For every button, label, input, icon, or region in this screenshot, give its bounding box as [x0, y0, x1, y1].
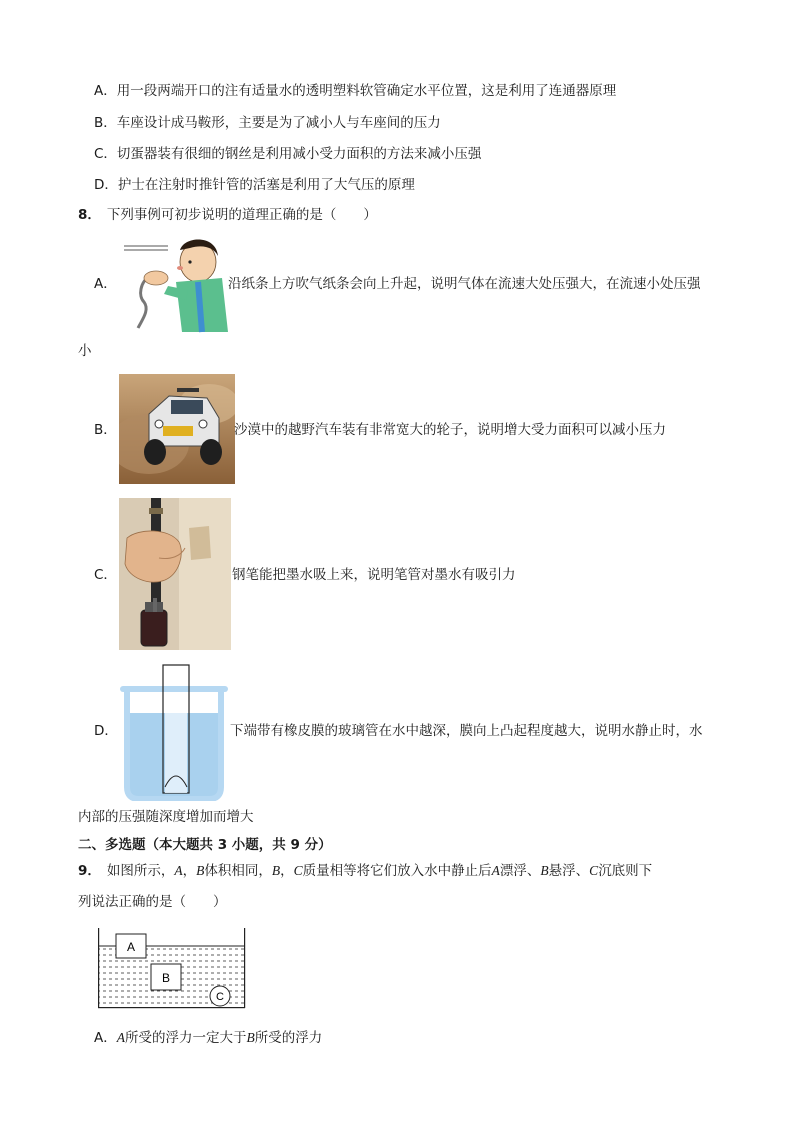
- q9-stem-line1: [78, 862, 652, 880]
- q7-option-a: A．用一段两端开口的注有适量水的透明塑料软管确定水平位置，这是利用了连通器原理: [94, 83, 617, 99]
- q8-a-label: A．: [94, 276, 117, 292]
- q9-var: B: [246, 1030, 255, 1045]
- q8-d-label: D．: [94, 723, 118, 739]
- boy-blowing-paper-image: [120, 236, 230, 334]
- q9-var: B: [540, 863, 549, 878]
- diagram-label-c: C: [216, 991, 224, 1003]
- q9-var: C: [293, 863, 303, 878]
- q9-option-a: [94, 1029, 322, 1047]
- q9-var: A: [116, 1030, 125, 1045]
- q8-d-text: 下端带有橡皮膜的玻璃管在水中越深，膜向上凸起程度越大，说明水静止时，水: [230, 723, 703, 739]
- q8-stem: [78, 206, 377, 224]
- fountain-pen-ink-image: [119, 498, 231, 650]
- q9-text: 如图所示，: [106, 863, 175, 879]
- q9-var: C: [589, 863, 599, 878]
- beaker-glass-tube-diagram: [119, 661, 229, 801]
- q8-b-label: B．: [94, 422, 117, 438]
- q8-b-text: 沙漠中的越野汽车装有非常宽大的轮子，说明增大受力面积可以减小压力: [234, 422, 666, 438]
- q7-option-c: C．切蛋器装有很细的钢丝是利用减小受力面积的方法来减小压强: [94, 146, 482, 162]
- q9-text: ，: [182, 863, 197, 879]
- q8-c-text: 钢笔能把墨水吸上来，说明笔管对墨水有吸引力: [232, 567, 516, 583]
- q9-option-label: A．: [94, 1030, 117, 1046]
- q9-var: B: [271, 863, 281, 878]
- q9-number: 9．: [78, 863, 101, 879]
- desert-offroad-car-image: [119, 374, 235, 484]
- q8-stem-text: 下列事例可初步说明的道理正确的是（ ）: [106, 207, 377, 223]
- q9-text: 悬浮、: [548, 863, 590, 879]
- q9-var: A: [174, 863, 183, 878]
- diagram-label-b: B: [161, 971, 171, 985]
- q9-var: A: [491, 863, 500, 878]
- q9-text: 质量相等将它们放入水中静止后: [302, 863, 492, 879]
- floating-objects-diagram: [96, 928, 248, 1010]
- q7-option-d: D．护士在注射时推针管的活塞是利用了大气压的原理: [94, 177, 415, 193]
- q8-a-text: 沿纸条上方吹气纸条会向上升起，说明气体在流速大处压强大，在流速小处压强: [228, 276, 701, 292]
- q9-option-text: 所受的浮力一定大于: [125, 1030, 247, 1046]
- q7-option-b: B．车座设计成马鞍形，主要是为了减小人与车座间的压力: [94, 115, 441, 131]
- q9-var: B: [196, 863, 205, 878]
- q8-number: 8．: [78, 207, 101, 223]
- q9-text: 漂浮、: [499, 863, 541, 879]
- q9-text: ，: [280, 863, 294, 879]
- q9-option-text: 所受的浮力: [254, 1030, 323, 1046]
- q8-c-label: C．: [94, 567, 117, 583]
- diagram-label-a: A: [126, 940, 136, 954]
- q8-a-continuation: 小: [78, 343, 92, 359]
- q9-stem-line2: 列说法正确的是（ ）: [78, 894, 227, 910]
- q8-d-continuation: 内部的压强随深度增加而增大: [78, 809, 254, 825]
- q9-text: 沉底则下: [598, 863, 653, 879]
- section-title: 二、多选题（本大题共 3 小题，共 9 分）: [78, 837, 332, 853]
- q9-text: 体积相同，: [204, 863, 272, 879]
